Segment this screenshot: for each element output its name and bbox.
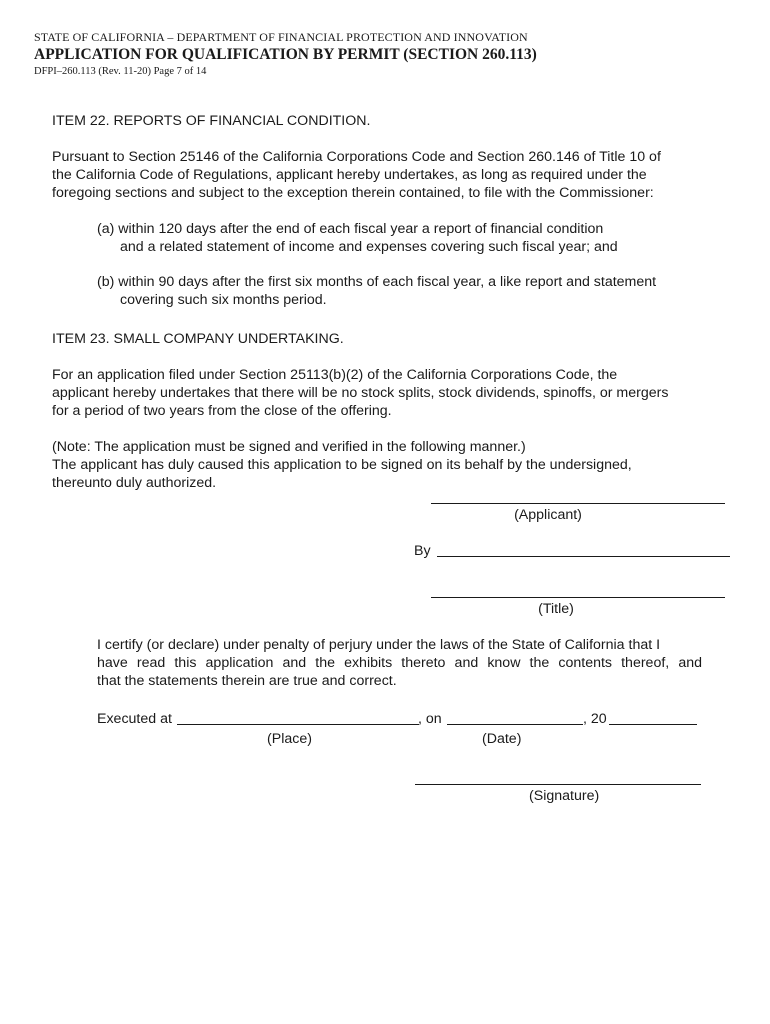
- year-field[interactable]: [609, 724, 697, 725]
- by-label: By: [414, 543, 431, 559]
- form-title: APPLICATION FOR QUALIFICATION BY PERMIT (SECTION 260.113): [34, 46, 537, 63]
- duly-line: thereunto duly authorized.: [52, 475, 217, 491]
- item22-intro-line: the California Code of Regulations, applicant hereby undertakes, as long as required under the: [52, 167, 647, 183]
- by-signature-line[interactable]: [437, 556, 730, 557]
- item23-heading: ITEM 23. SMALL COMPANY UNDERTAKING.: [52, 331, 344, 347]
- item22-intro-line: foregoing sections and subject to the exception therein contained, to file with the Commissioner:: [52, 185, 654, 201]
- year-label: , 20: [583, 711, 607, 727]
- place-label: (Place): [267, 731, 312, 747]
- item23-body-line: for a period of two years from the close of the offering.: [52, 403, 392, 419]
- certify-line: I certify (or declare) under penalty of perjury under the laws of the State of California that I: [97, 637, 661, 653]
- item22-b-line: (b) within 90 days after the first six months of each fiscal year, a like report and statement: [97, 274, 657, 290]
- signature-line[interactable]: [415, 784, 701, 785]
- signature-label: (Signature): [529, 788, 600, 804]
- place-field[interactable]: [177, 724, 419, 725]
- item23-body-line: For an application filed under Section 25113(b)(2) of the California Corporations Code, the: [52, 367, 618, 383]
- signing-note: (Note: The application must be signed and verified in the following manner.): [52, 439, 526, 455]
- item23-body-line: applicant hereby undertakes that there will be no stock splits, stock dividends, spinoffs, or mergers: [52, 385, 669, 401]
- date-field[interactable]: [447, 724, 583, 725]
- item22-heading: ITEM 22. REPORTS OF FINANCIAL CONDITION.: [52, 113, 371, 129]
- item22-intro-line: Pursuant to Section 25146 of the California Corporations Code and Section 260.146 of Title 10 of: [52, 149, 661, 165]
- date-label: (Date): [482, 731, 522, 747]
- title-label: (Title): [538, 601, 574, 617]
- on-label: , on: [418, 711, 442, 727]
- duly-line: The applicant has duly caused this application to be signed on its behalf by the undersigned,: [52, 457, 632, 473]
- title-line[interactable]: [431, 597, 725, 598]
- form-info: DFPI–260.113 (Rev. 11-20) Page 7 of 14: [34, 66, 207, 77]
- executed-at-label: Executed at: [97, 711, 172, 727]
- certify-line: have read this application and the exhibits thereto and know the contents thereof, and: [97, 655, 702, 671]
- agency-header: STATE OF CALIFORNIA – DEPARTMENT OF FINANCIAL PROTECTION AND INNOVATION: [34, 30, 528, 44]
- applicant-label: (Applicant): [514, 507, 582, 523]
- item22-b-line: covering such six months period.: [120, 292, 327, 308]
- item22-a-line: (a) within 120 days after the end of each fiscal year a report of financial condition: [97, 221, 604, 237]
- certify-line: that the statements therein are true and correct.: [97, 673, 397, 689]
- item22-a-line: and a related statement of income and expenses covering such fiscal year; and: [120, 239, 618, 255]
- applicant-signature-line[interactable]: [431, 503, 725, 504]
